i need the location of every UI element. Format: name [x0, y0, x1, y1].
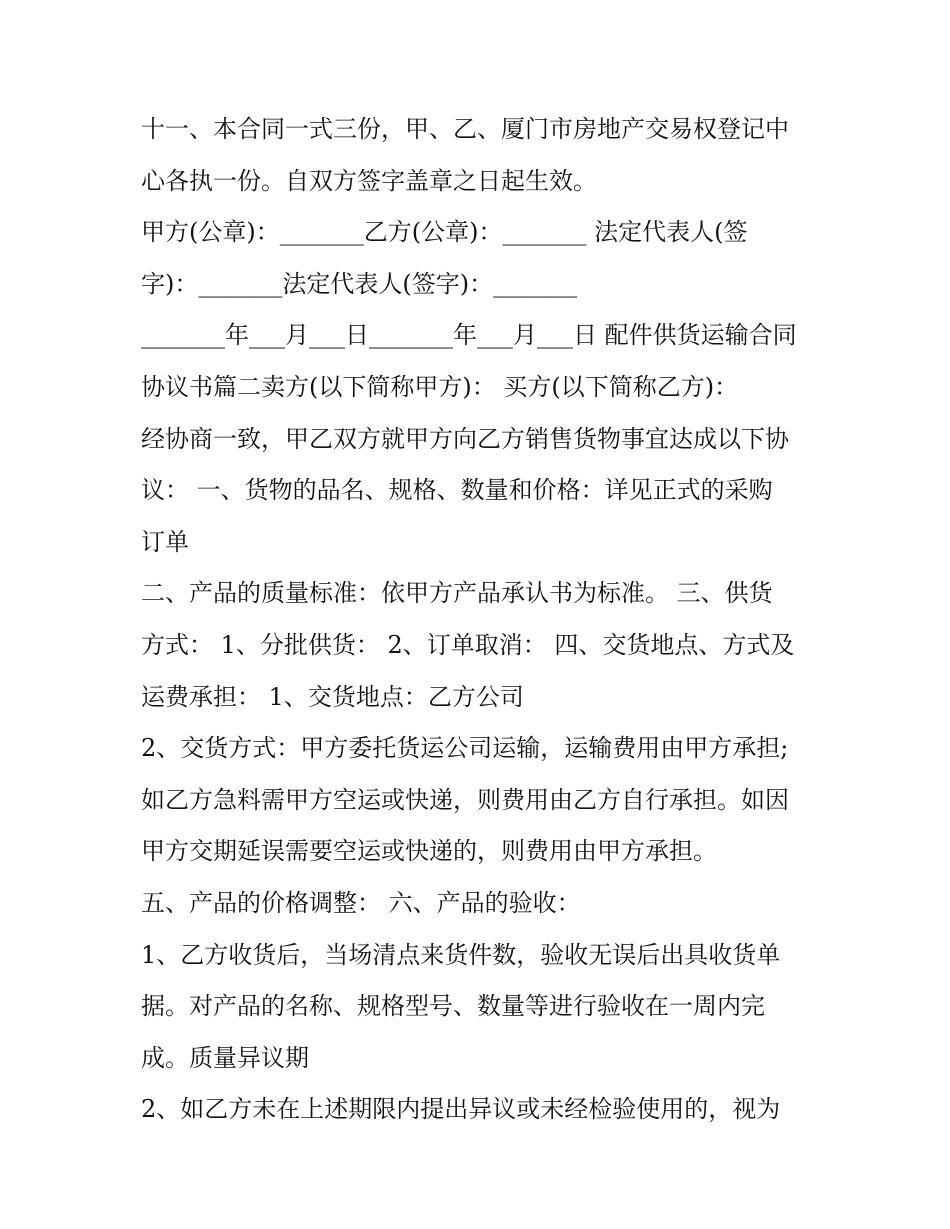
text-line-13: 2、交货方式：甲方委托货运公司运输，运输费用由甲方承担; — [141, 734, 789, 763]
text-line-19: 成。质量异议期 — [141, 1043, 309, 1072]
text-line-20: 2、如乙方未在上述期限内提出异议或未经检验使用的，视为 — [141, 1095, 781, 1124]
text-line-18: 据。对产品的名称、规格型号、数量等进行验收在一周内完 — [141, 992, 765, 1021]
document-body — [141, 104, 821, 1136]
text-line-10: 二、产品的质量标准：依甲方产品承认书为标准。 三、供货 — [141, 579, 773, 608]
text-line-16: 五、产品的价格调整： 六、产品的验收： — [141, 888, 581, 917]
text-line-15: 甲方交期延误需要空运或快递的，则费用由甲方承担。 — [141, 837, 717, 866]
text-line-2: 心各执一份。自双方签字盖章之日起生效。 — [141, 166, 597, 195]
text-line-8: 议： 一、货物的品名、规格、数量和价格：详见正式的采购 — [141, 476, 773, 505]
text-line-11: 方式： 1、分批供货： 2、订单取消： 四、交货地点、方式及 — [141, 630, 795, 659]
text-line-1: 十一、本合同一式三份，甲、乙、厦门市房地产交易权登记中 — [141, 115, 789, 143]
text-line-4: 字)：_______法定代表人(签字)：_______ — [141, 269, 578, 298]
text-line-12: 运费承担： 1、交货地点：乙方公司 — [141, 682, 524, 711]
text-line-17: 1、乙方收货后，当场清点来货件数，验收无误后出具收货单 — [141, 940, 781, 969]
text-line-5: _______年___月___日_______年___月___日 配件供货运输合同 — [141, 321, 797, 350]
text-line-14: 如乙方急料需甲方空运或快递，则费用由乙方自行承担。如因 — [141, 785, 789, 814]
text-line-3: 甲方(公章)：_______乙方(公章)：_______ 法定代表人(签 — [141, 218, 748, 247]
text-line-9: 订单 — [141, 527, 189, 556]
text-line-6: 协议书篇二卖方(以下简称甲方)： 买方(以下简称乙方)： — [141, 372, 739, 401]
text-line-7: 经协商一致，甲乙双方就甲方向乙方销售货物事宜达成以下协 — [141, 424, 789, 453]
